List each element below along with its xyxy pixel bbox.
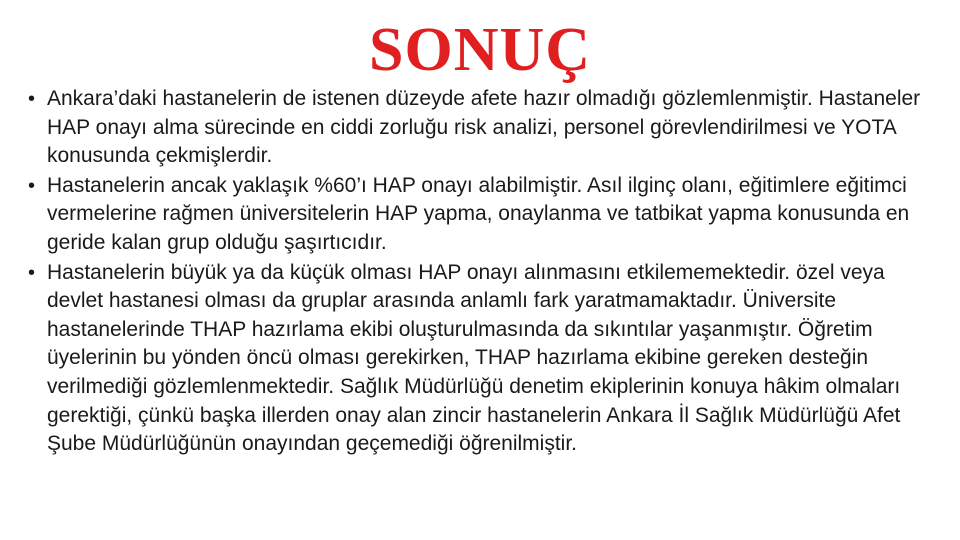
bullet-text: Hastanelerin büyük ya da küçük olması HAP onayı alınmasını etkilememektedir. özel veya devlet hastanesi olması da gruplar arasında anlamlı fark yaratmamaktadır. Üniversite hastanelerinde THAP hazırlama ekibi oluşturulmasında da sıkıntılar yaşanmıştır. Öğretim üyelerinin bu yönden öncü olması gerekirken, THAP hazırlama ekibine gereken desteğin verilmediği gözlemlenmektedir. Sağlık Müdürlüğü denetim ekiplerinin konuya hâkim olmaları gerektiği, çünkü başka illerden onay alan zincir hastanelerin Ankara İl Sağlık Müdürlüğü Afet Şube Müdürlüğünün onayından geçemediği öğrenilmiştir. xyxy=(47,260,901,456)
slide-title: SONUÇ xyxy=(368,16,592,84)
bullet-item xyxy=(28,259,943,459)
bullet-text: Ankara’daki hastanelerin de istenen düzeyde afete hazır olmadığı gözlemlenmiştir. Hastaneler HAP onayı alma sürecinde en ciddi zorluğu risk analizi, personel görevlendirilmesi ve YOTA konusunda çekmişlerdir. xyxy=(47,87,921,168)
bullet-text: Hastanelerin ancak yaklaşık %60’ı HAP onayı alabilmiştir. Asıl ilginç olanı, eğitimlere eğitimci vermelerine rağmen üniversitelerin HAP yapma, onaylanma ve tatbikat yapma konusunda en geride kalan grup olduğu şaşırtıcıdır. xyxy=(47,173,910,254)
bullet-list xyxy=(28,85,943,460)
bullet-marker: • xyxy=(28,174,36,197)
bullet-item xyxy=(28,172,943,258)
bullet-marker: • xyxy=(28,88,36,110)
bullet-marker: • xyxy=(28,261,36,284)
bullet-item xyxy=(28,85,943,171)
